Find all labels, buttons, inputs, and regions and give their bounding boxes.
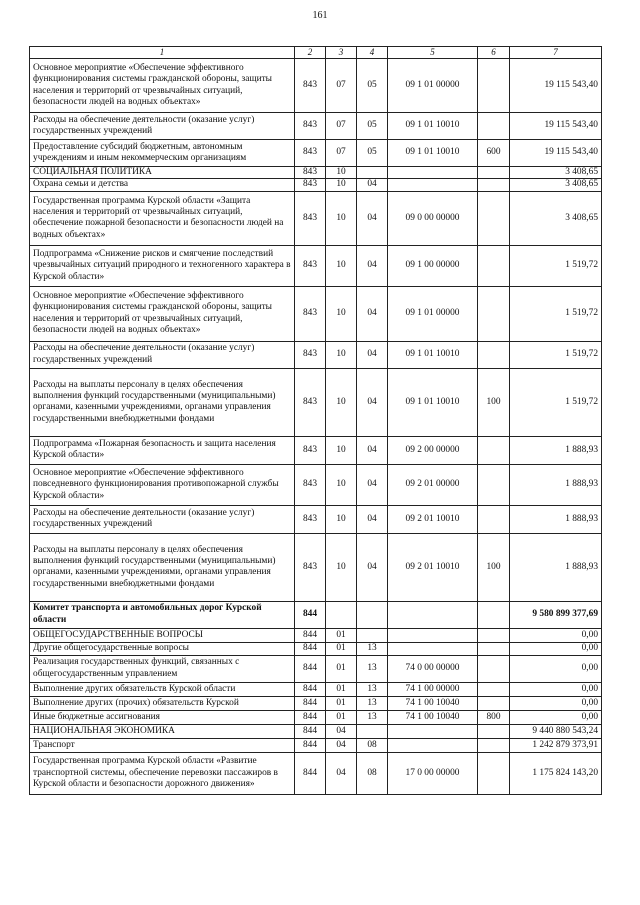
row-expense-type (478, 113, 510, 140)
row-section-code: 07 (326, 140, 357, 167)
row-ved-code: 843 (295, 59, 326, 113)
row-subsection-code: 04 (357, 245, 388, 286)
row-target-article (388, 179, 478, 191)
row-name: Иные бюджетные ассигнования (30, 710, 295, 724)
row-target-article: 74 1 00 10040 (388, 696, 478, 710)
table-row (30, 179, 602, 191)
row-target-article: 09 1 00 00000 (388, 245, 478, 286)
row-name: Расходы на обеспечение деятельности (оказание услуг) государственных учреждений (30, 505, 295, 533)
row-amount: 9 440 880 543,24 (510, 724, 602, 738)
row-target-article: 09 2 01 10010 (388, 505, 478, 533)
header-col-ved: 2 (295, 47, 326, 59)
row-section-code: 04 (326, 752, 357, 794)
row-target-article: 09 2 01 10010 (388, 533, 478, 601)
row-subsection-code: 04 (357, 286, 388, 341)
row-section-code: 01 (326, 655, 357, 682)
row-subsection-code: 04 (357, 436, 388, 464)
row-expense-type (478, 505, 510, 533)
row-ved-code: 843 (295, 167, 326, 179)
row-name: Государственная программа Курской области «Развитие транспортной системы, обеспечение перевозки пассажиров в Курской области и безопасности дорожного движения» (30, 752, 295, 794)
row-amount: 3 408,65 (510, 191, 602, 245)
row-name: Выполнение других обязательств Курской области (30, 682, 295, 696)
table-row (30, 752, 602, 794)
row-section-code (326, 601, 357, 628)
row-section-code: 10 (326, 505, 357, 533)
row-ved-code: 844 (295, 752, 326, 794)
row-name: Реализация государственных функций, связанных с общегосударственным управлением (30, 655, 295, 682)
row-section-code: 10 (326, 368, 357, 436)
row-subsection-code: 04 (357, 533, 388, 601)
row-target-article: 74 1 00 00000 (388, 682, 478, 696)
row-subsection-code (357, 167, 388, 179)
row-amount: 9 580 899 377,69 (510, 601, 602, 628)
row-expense-type (478, 464, 510, 505)
row-target-article: 09 1 01 10010 (388, 341, 478, 368)
row-target-article (388, 628, 478, 642)
header-col-rz: 3 (326, 47, 357, 59)
row-subsection-code: 08 (357, 738, 388, 752)
row-name: Основное мероприятие «Обеспечение эффективного повседневного функционирования противопожарной службы Курской области» (30, 464, 295, 505)
row-expense-type (478, 628, 510, 642)
row-section-code: 10 (326, 436, 357, 464)
row-ved-code: 843 (295, 368, 326, 436)
header-col-sum: 7 (510, 47, 602, 59)
row-target-article: 09 2 01 00000 (388, 464, 478, 505)
row-target-article: 09 1 01 00000 (388, 59, 478, 113)
row-name: Государственная программа Курской области «Защита населения и территорий от чрезвычайных ситуаций, обеспечение пожарной безопасности и безопасности людей на водных объектах» (30, 191, 295, 245)
row-ved-code: 844 (295, 738, 326, 752)
row-amount: 1 519,72 (510, 368, 602, 436)
row-amount: 1 888,93 (510, 533, 602, 601)
row-subsection-code: 13 (357, 682, 388, 696)
row-target-article: 09 1 01 00000 (388, 286, 478, 341)
row-ved-code: 844 (295, 601, 326, 628)
row-amount: 1 888,93 (510, 505, 602, 533)
row-ved-code: 843 (295, 179, 326, 191)
row-amount: 1 519,72 (510, 245, 602, 286)
table-row (30, 710, 602, 724)
row-subsection-code: 13 (357, 696, 388, 710)
row-target-article (388, 738, 478, 752)
row-expense-type (478, 59, 510, 113)
row-expense-type (478, 682, 510, 696)
row-section-code: 10 (326, 341, 357, 368)
row-expense-type (478, 286, 510, 341)
row-name: Расходы на выплаты персоналу в целях обеспечения выполнения функций государственными (муниципальными) органами, казенными учреждениями, органами управления государственными внебюджетными фондами (30, 533, 295, 601)
row-amount: 1 175 824 143,20 (510, 752, 602, 794)
table-row (30, 628, 602, 642)
row-expense-type: 100 (478, 368, 510, 436)
row-amount: 1 519,72 (510, 341, 602, 368)
table-row (30, 245, 602, 286)
row-ved-code: 844 (295, 682, 326, 696)
row-name: Выполнение других (прочих) обязательств Курской (30, 696, 295, 710)
row-amount: 1 888,93 (510, 436, 602, 464)
row-target-article (388, 642, 478, 655)
row-ved-code: 843 (295, 113, 326, 140)
row-name: ОБЩЕГОСУДАРСТВЕННЫЕ ВОПРОСЫ (30, 628, 295, 642)
row-name: НАЦИОНАЛЬНАЯ ЭКОНОМИКА (30, 724, 295, 738)
row-expense-type (478, 191, 510, 245)
row-amount: 1 519,72 (510, 286, 602, 341)
row-section-code: 10 (326, 167, 357, 179)
table-row (30, 286, 602, 341)
table-row (30, 59, 602, 113)
table-row (30, 167, 602, 179)
table-row (30, 601, 602, 628)
row-subsection-code: 04 (357, 464, 388, 505)
row-ved-code: 844 (295, 628, 326, 642)
row-target-article (388, 167, 478, 179)
row-ved-code: 843 (295, 341, 326, 368)
row-subsection-code: 04 (357, 179, 388, 191)
row-target-article: 74 1 00 10040 (388, 710, 478, 724)
table-row (30, 341, 602, 368)
row-subsection-code: 05 (357, 140, 388, 167)
table-row (30, 642, 602, 655)
row-amount: 0,00 (510, 628, 602, 642)
budget-table (29, 46, 602, 795)
row-amount: 19 115 543,40 (510, 59, 602, 113)
row-expense-type (478, 752, 510, 794)
row-section-code: 10 (326, 533, 357, 601)
row-subsection-code (357, 724, 388, 738)
table-row (30, 533, 602, 601)
row-name: Основное мероприятие «Обеспечение эффективного функционирования системы гражданской обороны, защиты населения и территорий от чрезвычайных ситуаций, безопасности людей на водных объектах» (30, 286, 295, 341)
header-col-vr: 6 (478, 47, 510, 59)
row-expense-type (478, 245, 510, 286)
row-subsection-code: 04 (357, 505, 388, 533)
table-row (30, 140, 602, 167)
row-section-code: 01 (326, 628, 357, 642)
row-name: Расходы на выплаты персоналу в целях обеспечения выполнения функций государственными (муниципальными) органами, казенными учреждениями, органами управления государственными внебюджетными фондами (30, 368, 295, 436)
row-amount: 19 115 543,40 (510, 140, 602, 167)
row-ved-code: 844 (295, 696, 326, 710)
row-section-code: 01 (326, 642, 357, 655)
table-row (30, 464, 602, 505)
row-expense-type (478, 696, 510, 710)
row-section-code: 10 (326, 286, 357, 341)
page-number: 161 (312, 10, 328, 21)
row-expense-type (478, 179, 510, 191)
row-expense-type: 800 (478, 710, 510, 724)
row-name: Основное мероприятие «Обеспечение эффективного функционирования системы гражданской обороны, защиты населения и территорий от чрезвычайных ситуаций, безопасности людей на водных объектах» (30, 59, 295, 113)
row-section-code: 01 (326, 710, 357, 724)
table-row (30, 505, 602, 533)
row-expense-type (478, 436, 510, 464)
row-subsection-code (357, 601, 388, 628)
row-ved-code: 844 (295, 655, 326, 682)
row-name: Расходы на обеспечение деятельности (оказание услуг) государственных учреждений (30, 341, 295, 368)
row-ved-code: 843 (295, 464, 326, 505)
table-row (30, 436, 602, 464)
row-amount: 3 408,65 (510, 167, 602, 179)
row-ved-code: 843 (295, 505, 326, 533)
table-row (30, 113, 602, 140)
table-row (30, 682, 602, 696)
row-ved-code: 843 (295, 436, 326, 464)
row-target-article: 09 0 00 00000 (388, 191, 478, 245)
row-expense-type (478, 724, 510, 738)
table-header-row (30, 47, 602, 59)
row-section-code: 07 (326, 59, 357, 113)
row-expense-type (478, 642, 510, 655)
table-row (30, 738, 602, 752)
header-col-pr: 4 (357, 47, 388, 59)
row-expense-type (478, 341, 510, 368)
row-target-article: 09 2 00 00000 (388, 436, 478, 464)
row-amount: 0,00 (510, 642, 602, 655)
row-ved-code: 843 (295, 533, 326, 601)
row-ved-code: 843 (295, 140, 326, 167)
row-section-code: 10 (326, 245, 357, 286)
row-ved-code: 844 (295, 710, 326, 724)
row-section-code: 10 (326, 191, 357, 245)
row-expense-type (478, 738, 510, 752)
row-section-code: 01 (326, 696, 357, 710)
row-name: Подпрограмма «Пожарная безопасность и защита населения Курской области» (30, 436, 295, 464)
row-section-code: 10 (326, 464, 357, 505)
row-amount: 1 242 879 373,91 (510, 738, 602, 752)
row-expense-type (478, 655, 510, 682)
row-target-article (388, 724, 478, 738)
row-target-article: 74 0 00 00000 (388, 655, 478, 682)
row-target-article: 09 1 01 10010 (388, 140, 478, 167)
row-subsection-code: 13 (357, 655, 388, 682)
row-expense-type: 600 (478, 140, 510, 167)
header-col-name: 1 (30, 47, 295, 59)
row-section-code: 04 (326, 724, 357, 738)
row-target-article (388, 601, 478, 628)
table-row (30, 724, 602, 738)
row-name: Другие общегосударственные вопросы (30, 642, 295, 655)
row-subsection-code: 13 (357, 710, 388, 724)
row-expense-type (478, 601, 510, 628)
row-amount: 19 115 543,40 (510, 113, 602, 140)
row-ved-code: 843 (295, 191, 326, 245)
row-name: СОЦИАЛЬНАЯ ПОЛИТИКА (30, 167, 295, 179)
row-name: Предоставление субсидий бюджетным, автономным учреждениям и иным некоммерческим организациям (30, 140, 295, 167)
table-row (30, 655, 602, 682)
row-section-code: 07 (326, 113, 357, 140)
row-ved-code: 843 (295, 245, 326, 286)
row-subsection-code: 13 (357, 642, 388, 655)
row-subsection-code: 05 (357, 113, 388, 140)
row-name: Подпрограмма «Снижение рисков и смягчение последствий чрезвычайных ситуаций природного и техногенного характера в Курской области» (30, 245, 295, 286)
table-row (30, 191, 602, 245)
row-subsection-code: 04 (357, 341, 388, 368)
row-ved-code: 844 (295, 642, 326, 655)
row-target-article: 17 0 00 00000 (388, 752, 478, 794)
row-amount: 0,00 (510, 710, 602, 724)
row-section-code: 04 (326, 738, 357, 752)
row-section-code: 10 (326, 179, 357, 191)
table-row (30, 696, 602, 710)
row-section-code: 01 (326, 682, 357, 696)
row-name: Комитет транспорта и автомобильных дорог Курской области (30, 601, 295, 628)
row-subsection-code: 05 (357, 59, 388, 113)
row-subsection-code: 08 (357, 752, 388, 794)
row-target-article: 09 1 01 10010 (388, 113, 478, 140)
table-row (30, 368, 602, 436)
row-subsection-code: 04 (357, 368, 388, 436)
row-amount: 1 888,93 (510, 464, 602, 505)
row-name: Охрана семьи и детства (30, 179, 295, 191)
row-amount: 0,00 (510, 696, 602, 710)
row-name: Транспорт (30, 738, 295, 752)
row-amount: 3 408,65 (510, 179, 602, 191)
row-amount: 0,00 (510, 682, 602, 696)
row-subsection-code (357, 628, 388, 642)
row-amount: 0,00 (510, 655, 602, 682)
row-expense-type (478, 167, 510, 179)
row-ved-code: 844 (295, 724, 326, 738)
header-col-csr: 5 (388, 47, 478, 59)
row-name: Расходы на обеспечение деятельности (оказание услуг) государственных учреждений (30, 113, 295, 140)
row-subsection-code: 04 (357, 191, 388, 245)
row-expense-type: 100 (478, 533, 510, 601)
row-target-article: 09 1 01 10010 (388, 368, 478, 436)
row-ved-code: 843 (295, 286, 326, 341)
